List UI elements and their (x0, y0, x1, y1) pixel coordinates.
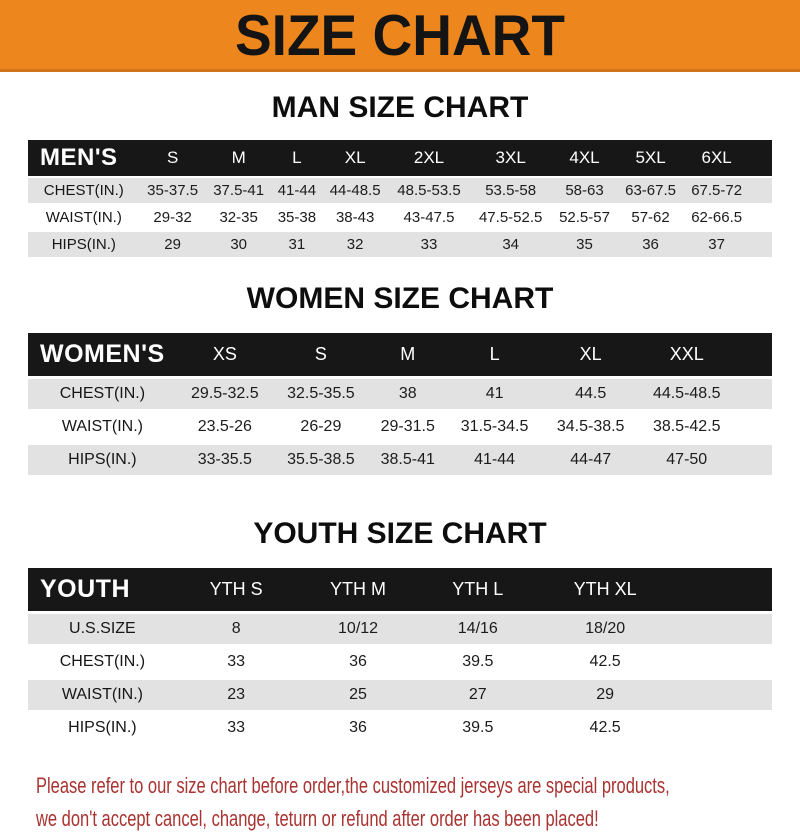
size-chart-banner (0, 0, 800, 72)
size-value-cell: 67.5-72 (684, 177, 750, 204)
row-spacer (735, 444, 772, 476)
size-value-cell: 43-47.5 (388, 204, 470, 231)
men-table-head (28, 140, 772, 177)
size-value-cell: 30 (206, 231, 272, 257)
women-section-heading: WOMEN SIZE CHART (246, 282, 554, 315)
header-row (28, 140, 772, 177)
size-value-cell: 32 (322, 231, 388, 257)
header-spacer (735, 333, 772, 378)
size-value-cell: 57-62 (618, 204, 684, 231)
size-value-cell: 53.5-58 (470, 177, 552, 204)
row-label: CHEST(IN.) (28, 378, 177, 411)
row-label: CHEST(IN.) (28, 646, 177, 679)
women-table-head (28, 333, 772, 378)
size-value-cell: 29 (140, 231, 206, 257)
row-label: CHEST(IN.) (28, 177, 140, 204)
column-header: 4XL (552, 140, 618, 177)
header-row (28, 568, 772, 613)
size-value-cell: 42.5 (535, 712, 675, 744)
row-label: HIPS(IN.) (28, 444, 177, 476)
size-value-cell: 8 (177, 613, 296, 646)
table-row (28, 231, 772, 257)
column-header: XL (322, 140, 388, 177)
size-value-cell: 39.5 (421, 646, 535, 679)
size-value-cell: 27 (421, 679, 535, 712)
table-corner-label: YOUTH (28, 568, 177, 613)
table-row (28, 204, 772, 231)
column-header: 2XL (388, 140, 470, 177)
table-row (28, 613, 772, 646)
size-value-cell: 31 (272, 231, 322, 257)
size-value-cell: 41-44 (272, 177, 322, 204)
size-value-cell: 36 (618, 231, 684, 257)
size-value-cell: 37.5-41 (206, 177, 272, 204)
size-value-cell: 35-37.5 (140, 177, 206, 204)
column-header: L (447, 333, 543, 378)
row-spacer (735, 411, 772, 444)
size-value-cell: 34.5-38.5 (543, 411, 639, 444)
table-row (28, 378, 772, 411)
size-value-cell: 26-29 (273, 411, 369, 444)
size-value-cell: 52.5-57 (552, 204, 618, 231)
youth-section-heading: YOUTH SIZE CHART (253, 517, 547, 550)
column-header: M (206, 140, 272, 177)
size-value-cell: 29-31.5 (369, 411, 447, 444)
size-value-cell: 58-63 (552, 177, 618, 204)
size-value-cell: 33 (177, 646, 296, 679)
size-value-cell: 35-38 (272, 204, 322, 231)
column-header: YTH S (177, 568, 296, 613)
size-value-cell: 38.5-41 (369, 444, 447, 476)
size-value-cell: 47.5-52.5 (470, 204, 552, 231)
size-value-cell: 35 (552, 231, 618, 257)
column-header: YTH L (421, 568, 535, 613)
men-size-table (28, 140, 772, 257)
size-value-cell: 10/12 (295, 613, 420, 646)
header-row (28, 333, 772, 378)
size-value-cell: 14/16 (421, 613, 535, 646)
size-value-cell: 41-44 (447, 444, 543, 476)
size-value-cell: 25 (295, 679, 420, 712)
size-value-cell: 35.5-38.5 (273, 444, 369, 476)
header-spacer (675, 568, 772, 613)
size-value-cell: 32-35 (206, 204, 272, 231)
size-value-cell: 48.5-53.5 (388, 177, 470, 204)
column-header: 6XL (684, 140, 750, 177)
size-value-cell: 29-32 (140, 204, 206, 231)
row-label: WAIST(IN.) (28, 204, 140, 231)
size-value-cell: 37 (684, 231, 750, 257)
size-value-cell: 18/20 (535, 613, 675, 646)
size-chart-sections (0, 91, 800, 743)
disclaimer-line-2: we don't accept cancel, change, teturn or refund after order has been placed! (36, 806, 599, 831)
women-size-chart-section (0, 282, 800, 475)
banner-title: SIZE CHART (235, 1, 565, 68)
row-label: HIPS(IN.) (28, 231, 140, 257)
size-value-cell: 23.5-26 (177, 411, 273, 444)
size-value-cell: 23 (177, 679, 296, 712)
row-label: WAIST(IN.) (28, 679, 177, 712)
row-spacer (675, 613, 772, 646)
size-value-cell: 31.5-34.5 (447, 411, 543, 444)
column-header: YTH XL (535, 568, 675, 613)
women-table-body (28, 378, 772, 476)
column-header: YTH M (295, 568, 420, 613)
size-value-cell: 38 (369, 378, 447, 411)
size-value-cell: 39.5 (421, 712, 535, 744)
size-value-cell: 29.5-32.5 (177, 378, 273, 411)
table-row (28, 177, 772, 204)
size-value-cell: 36 (295, 646, 420, 679)
size-value-cell: 33 (177, 712, 296, 744)
size-value-cell: 32.5-35.5 (273, 378, 369, 411)
size-value-cell: 44.5-48.5 (639, 378, 735, 411)
size-value-cell: 44-47 (543, 444, 639, 476)
size-value-cell: 33-35.5 (177, 444, 273, 476)
men-size-chart-section (0, 91, 800, 257)
column-header: XXL (639, 333, 735, 378)
column-header: 3XL (470, 140, 552, 177)
row-spacer (675, 646, 772, 679)
size-value-cell: 29 (535, 679, 675, 712)
size-value-cell: 33 (388, 231, 470, 257)
youth-table-head (28, 568, 772, 613)
row-spacer (675, 679, 772, 712)
row-label: HIPS(IN.) (28, 712, 177, 744)
youth-size-table (28, 568, 772, 743)
column-header: L (272, 140, 322, 177)
size-value-cell: 62-66.5 (684, 204, 750, 231)
table-corner-label: WOMEN'S (28, 333, 177, 378)
youth-table-body (28, 613, 772, 744)
size-value-cell: 36 (295, 712, 420, 744)
disclaimer-line-1: Please refer to our size chart before order,the customized jerseys are special products, (36, 773, 670, 798)
table-row (28, 646, 772, 679)
column-header: S (273, 333, 369, 378)
size-value-cell: 38.5-42.5 (639, 411, 735, 444)
size-value-cell: 47-50 (639, 444, 735, 476)
row-spacer (750, 231, 772, 257)
column-header: XS (177, 333, 273, 378)
column-header: M (369, 333, 447, 378)
size-value-cell: 63-67.5 (618, 177, 684, 204)
row-label: WAIST(IN.) (28, 411, 177, 444)
men-table-body (28, 177, 772, 257)
disclaimer-footer (36, 769, 800, 835)
table-corner-label: MEN'S (28, 140, 140, 177)
table-row (28, 679, 772, 712)
table-row (28, 444, 772, 476)
row-spacer (750, 177, 772, 204)
header-spacer (750, 140, 772, 177)
women-size-table (28, 333, 772, 475)
size-value-cell: 38-43 (322, 204, 388, 231)
youth-size-chart-section (0, 517, 800, 743)
column-header: S (140, 140, 206, 177)
row-label: U.S.SIZE (28, 613, 177, 646)
row-spacer (735, 378, 772, 411)
table-row (28, 411, 772, 444)
size-value-cell: 42.5 (535, 646, 675, 679)
column-header: XL (543, 333, 639, 378)
column-header: 5XL (618, 140, 684, 177)
men-section-heading: MAN SIZE CHART (271, 91, 529, 124)
row-spacer (675, 712, 772, 744)
size-value-cell: 34 (470, 231, 552, 257)
size-value-cell: 44-48.5 (322, 177, 388, 204)
size-value-cell: 44.5 (543, 378, 639, 411)
row-spacer (750, 204, 772, 231)
size-value-cell: 41 (447, 378, 543, 411)
table-row (28, 712, 772, 744)
